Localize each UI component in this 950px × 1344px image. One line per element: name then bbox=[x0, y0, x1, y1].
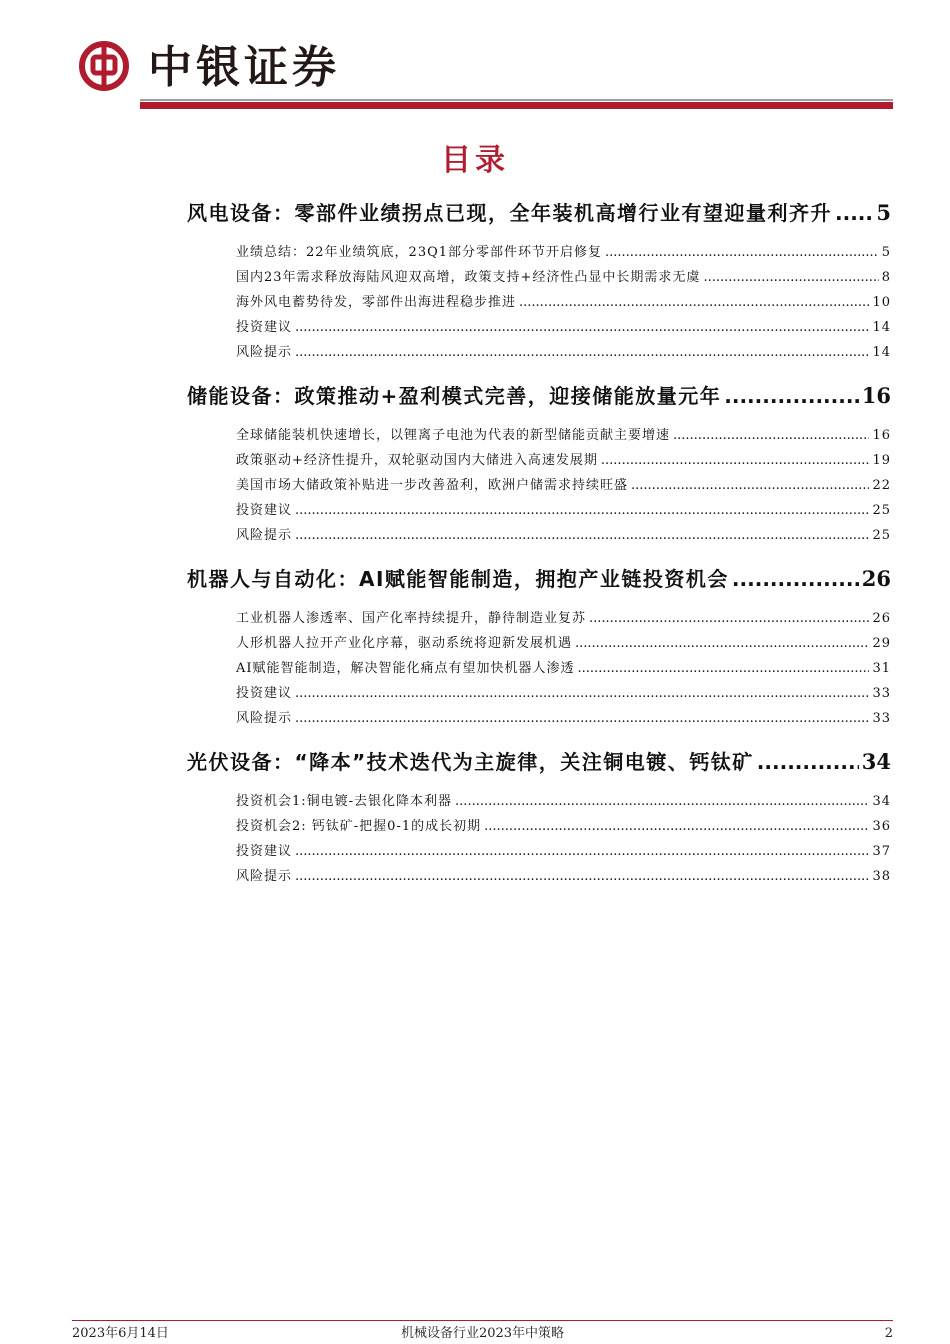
toc-item-page: 29 bbox=[872, 636, 891, 651]
toc-section-page: 26 bbox=[861, 566, 891, 591]
dot-leader bbox=[578, 656, 870, 681]
toc-item-title: 风险提示 bbox=[236, 869, 293, 884]
toc-item[interactable] bbox=[187, 265, 891, 290]
toc-section-heading[interactable] bbox=[187, 381, 891, 411]
dot-leader bbox=[295, 839, 869, 864]
toc-item-page: 14 bbox=[872, 320, 891, 335]
dot-leader bbox=[673, 423, 869, 448]
toc-item-page: 22 bbox=[872, 478, 891, 493]
dot-leader bbox=[295, 340, 869, 365]
toc-item[interactable] bbox=[187, 340, 891, 365]
dot-leader bbox=[835, 198, 873, 228]
toc-item[interactable] bbox=[187, 864, 891, 889]
dot-leader bbox=[519, 290, 869, 315]
toc-section-page: 5 bbox=[876, 200, 891, 225]
toc-item[interactable] bbox=[187, 498, 891, 523]
toc-item[interactable] bbox=[187, 706, 891, 731]
dot-leader bbox=[484, 814, 869, 839]
toc-item[interactable] bbox=[187, 290, 891, 315]
dot-leader bbox=[295, 681, 869, 706]
toc-item-title: 业绩总结：22年业绩筑底，23Q1部分零部件环节开启修复 bbox=[236, 245, 603, 260]
toc-item-page: 33 bbox=[872, 711, 891, 726]
dot-leader bbox=[295, 706, 869, 731]
toc-item[interactable] bbox=[187, 240, 891, 265]
toc-item-page: 19 bbox=[872, 453, 891, 468]
table-of-contents bbox=[187, 198, 891, 905]
toc-item-page: 37 bbox=[872, 844, 891, 859]
toc-item-title: 风险提示 bbox=[236, 345, 293, 360]
dot-leader bbox=[631, 473, 869, 498]
toc-section-heading[interactable] bbox=[187, 564, 891, 594]
dot-leader bbox=[295, 523, 869, 548]
dot-leader bbox=[703, 265, 878, 290]
toc-item-title: 投资建议 bbox=[236, 503, 293, 518]
toc-item-page: 25 bbox=[872, 503, 891, 518]
dot-leader bbox=[601, 448, 870, 473]
toc-item[interactable] bbox=[187, 473, 891, 498]
dot-leader bbox=[724, 381, 859, 411]
toc-item[interactable] bbox=[187, 606, 891, 631]
toc-section bbox=[187, 381, 891, 548]
header-rule-red bbox=[140, 102, 893, 109]
toc-section-title: 机器人与自动化：AI赋能智能制造，拥抱产业链投资机会 bbox=[187, 567, 729, 591]
toc-section-title: 风电设备：零部件业绩拐点已现，全年装机高增行业有望迎量利齐升 bbox=[187, 201, 832, 225]
toc-item-title: 投资建议 bbox=[236, 320, 293, 335]
toc-item[interactable] bbox=[187, 789, 891, 814]
toc-item[interactable] bbox=[187, 631, 891, 656]
toc-item[interactable] bbox=[187, 814, 891, 839]
toc-item-title: 投资机会2: 钙钛矿-把握0-1的成长初期 bbox=[236, 819, 482, 834]
dot-leader bbox=[295, 315, 869, 340]
toc-item-page: 10 bbox=[872, 295, 891, 310]
dot-leader bbox=[575, 631, 869, 656]
toc-item-page: 36 bbox=[872, 819, 891, 834]
toc-item[interactable] bbox=[187, 448, 891, 473]
toc-item-title: 国内23年需求释放海陆风迎双高增，政策支持+经济性凸显中长期需求无虞 bbox=[236, 270, 701, 285]
toc-title: 目录 bbox=[441, 143, 509, 178]
toc-item-page: 5 bbox=[881, 245, 891, 260]
report-date: 2023年6月14日 bbox=[72, 1326, 169, 1341]
toc-item-title: 投资机会1:铜电镀-去银化降本利器 bbox=[236, 794, 453, 809]
toc-item[interactable] bbox=[187, 656, 891, 681]
toc-item-title: 美国市场大储政策补贴进一步改善盈利，欧洲户储需求持续旺盛 bbox=[236, 478, 629, 493]
toc-item-page: 26 bbox=[872, 611, 891, 626]
toc-section bbox=[187, 564, 891, 731]
toc-item[interactable] bbox=[187, 839, 891, 864]
toc-item-page: 8 bbox=[881, 270, 891, 285]
toc-section-page: 34 bbox=[861, 749, 891, 774]
toc-section-heading[interactable] bbox=[187, 747, 891, 777]
toc-item-page: 33 bbox=[872, 686, 891, 701]
toc-item-page: 16 bbox=[872, 428, 891, 443]
toc-item-title: 风险提示 bbox=[236, 711, 293, 726]
report-name: 机械设备行业2023年中策略 bbox=[400, 1326, 565, 1341]
toc-item[interactable] bbox=[187, 423, 891, 448]
toc-section-page: 16 bbox=[861, 383, 891, 408]
toc-item-title: 工业机器人渗透率、国产化率持续提升，静待制造业复苏 bbox=[236, 611, 587, 626]
toc-section bbox=[187, 747, 891, 889]
toc-item-page: 31 bbox=[872, 661, 891, 676]
toc-item-title: AI赋能智能制造，解决智能化痛点有望加快机器人渗透 bbox=[236, 661, 575, 676]
toc-item-title: 政策驱动+经济性提升，双轮驱动国内大储进入高速发展期 bbox=[236, 453, 598, 468]
dot-leader bbox=[605, 240, 879, 265]
toc-item-title: 投资建议 bbox=[236, 686, 293, 701]
page-header bbox=[0, 0, 950, 112]
toc-section bbox=[187, 198, 891, 365]
header-rule-gray bbox=[140, 99, 893, 101]
dot-leader bbox=[589, 606, 869, 631]
toc-item-page: 25 bbox=[872, 528, 891, 543]
page-number: 2 bbox=[884, 1326, 893, 1341]
toc-item-title: 风险提示 bbox=[236, 528, 293, 543]
footer-rule bbox=[72, 1320, 893, 1321]
toc-item-page: 38 bbox=[872, 869, 891, 884]
toc-item[interactable] bbox=[187, 681, 891, 706]
brand-name: 中银证券 bbox=[148, 42, 340, 93]
toc-section-heading[interactable] bbox=[187, 198, 891, 228]
toc-item-title: 海外风电蓄势待发，零部件出海进程稳步推进 bbox=[236, 295, 517, 310]
toc-item-title: 全球储能装机快速增长，以锂离子电池为代表的新型储能贡献主要增速 bbox=[236, 428, 671, 443]
page-footer bbox=[72, 1320, 893, 1344]
dot-leader bbox=[455, 789, 869, 814]
toc-item[interactable] bbox=[187, 523, 891, 548]
dot-leader bbox=[295, 498, 869, 523]
bank-of-china-logo-icon bbox=[78, 40, 130, 92]
toc-item-page: 14 bbox=[872, 345, 891, 360]
dot-leader bbox=[295, 864, 869, 889]
dot-leader bbox=[757, 747, 859, 777]
toc-section-title: 光伏设备：“降本”技术迭代为主旋律，关注铜电镀、钙钛矿 bbox=[187, 750, 754, 774]
dot-leader bbox=[732, 564, 859, 594]
toc-section-title: 储能设备：政策推动+盈利模式完善，迎接储能放量元年 bbox=[187, 384, 722, 408]
toc-item-title: 人形机器人拉开产业化序幕，驱动系统将迎新发展机遇 bbox=[236, 636, 573, 651]
toc-item[interactable] bbox=[187, 315, 891, 340]
toc-item-title: 投资建议 bbox=[236, 844, 293, 859]
toc-item-page: 34 bbox=[872, 794, 891, 809]
